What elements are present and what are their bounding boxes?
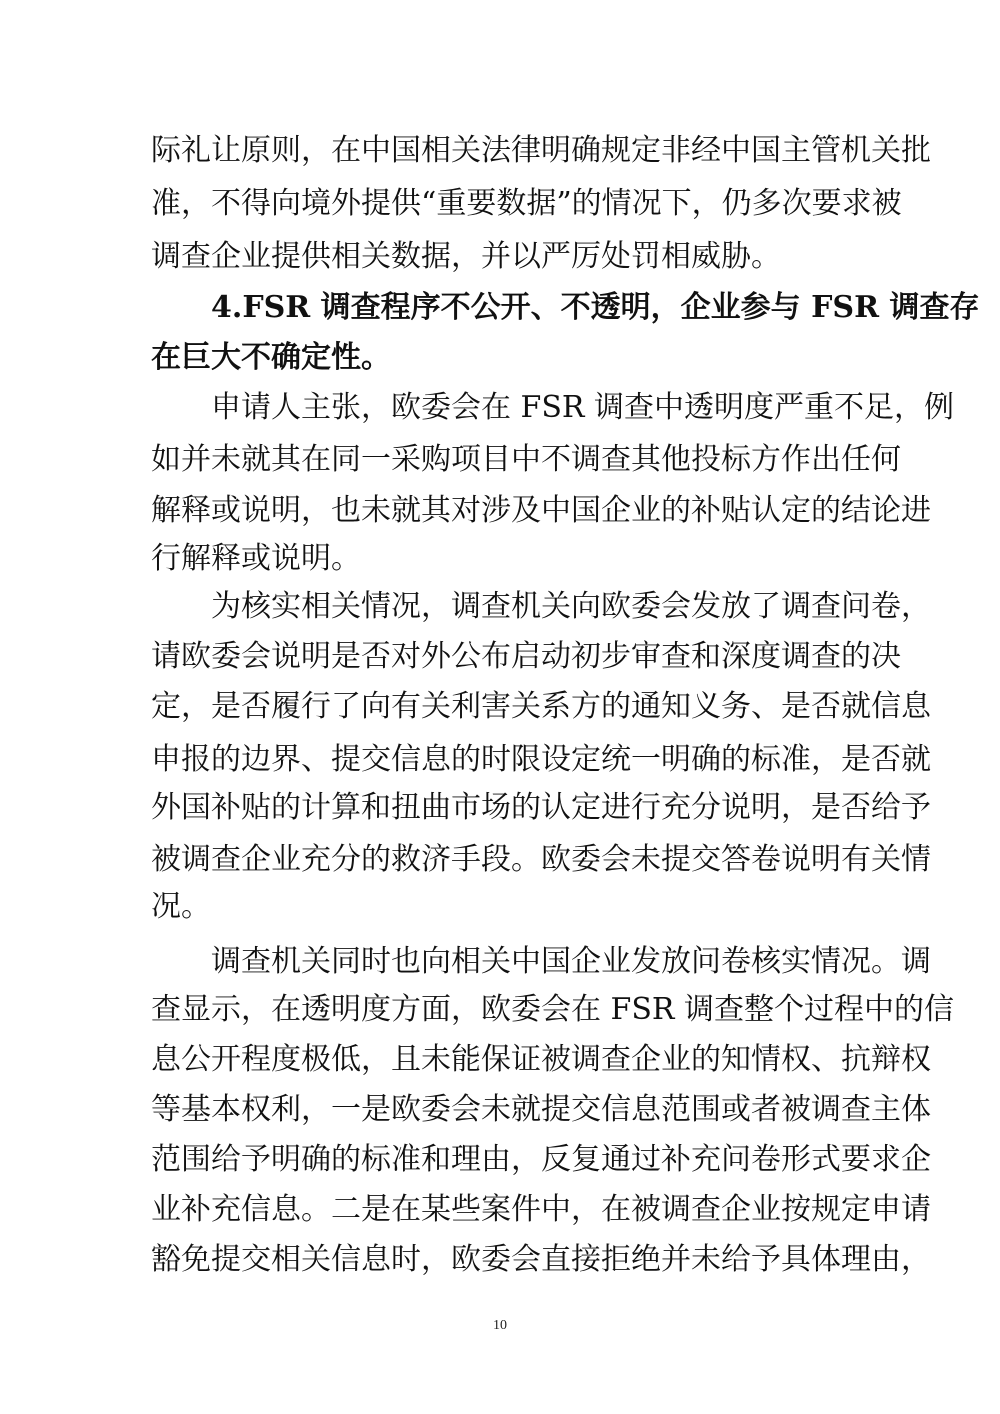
text-line: 调查机关同时也向相关中国企业发放问卷核实情况。调 [211,944,931,979]
text-line: 行解释或说明。 [151,541,361,576]
text-line: 请欧委会说明是否对外公布启动初步审查和深度调查的决 [151,639,901,674]
text-line: 被调查企业充分的救济手段。欧委会未提交答卷说明有关情 [151,842,931,877]
text-line: 豁免提交相关信息时，欧委会直接拒绝并未给予具体理由， [151,1242,931,1277]
page-number: 10 [493,1318,507,1333]
section-heading-line: 在巨大不确定性。 [151,340,391,375]
text-line: 调查企业提供相关数据，并以严厉处罚相威胁。 [151,239,781,274]
text-line: 解释或说明，也未就其对涉及中国企业的补贴认定的结论进 [151,493,931,528]
text-line: 息公开程度极低，且未能保证被调查企业的知情权、抗辩权 [151,1042,931,1077]
text-line: 准，不得向境外提供“重要数据”的情况下，仍多次要求被 [151,186,902,221]
section-heading-line: 4.FSR 调查程序不公开、不透明，企业参与 FSR 调查存 [211,290,980,325]
text-line: 业补充信息。二是在某些案件中，在被调查企业按规定申请 [151,1192,931,1227]
text-line: 如并未就其在同一采购项目中不调查其他投标方作出任何 [151,442,901,477]
text-line: 申报的边界、提交信息的时限设定统一明确的标准，是否就 [151,742,931,777]
text-line: 为核实相关情况，调查机关向欧委会发放了调查问卷， [211,589,931,624]
text-line: 况。 [151,889,211,924]
text-line: 际礼让原则，在中国相关法律明确规定非经中国主管机关批 [151,133,931,168]
text-line: 申请人主张，欧委会在 FSR 调查中透明度严重不足，例 [211,390,955,425]
text-line: 查显示，在透明度方面，欧委会在 FSR 调查整个过程中的信 [151,992,955,1027]
text-line: 范围给予明确的标准和理由，反复通过补充问卷形式要求企 [151,1142,931,1177]
text-line: 定，是否履行了向有关利害关系方的通知义务、是否就信息 [151,689,931,724]
text-line: 等基本权利，一是欧委会未就提交信息范围或者被调查主体 [151,1092,931,1127]
text-line: 外国补贴的计算和扭曲市场的认定进行充分说明，是否给予 [151,790,931,825]
